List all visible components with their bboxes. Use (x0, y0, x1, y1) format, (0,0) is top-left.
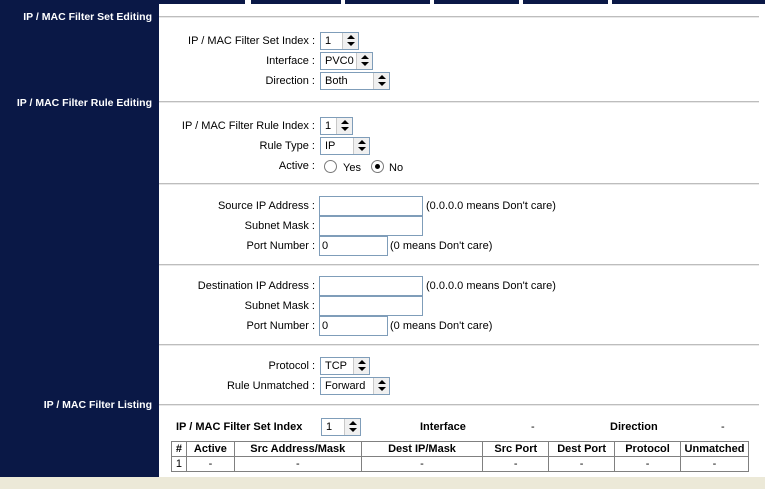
spinner-icon (353, 358, 369, 374)
table-cell: 1 (172, 457, 187, 472)
top-tab-2 (251, 0, 341, 4)
spinner-icon (353, 138, 369, 154)
section-title-listing: IP / MAC Filter Listing (43, 399, 152, 411)
top-tab-4 (434, 0, 519, 4)
active-yes-radio[interactable] (324, 160, 337, 173)
top-tab-3 (345, 0, 430, 4)
dest-ip-note: (0.0.0.0 means Don't care) (426, 280, 556, 292)
col-header: Src Port (483, 442, 549, 457)
listing-set-index-value: 1 (326, 421, 333, 433)
rule-type-select[interactable] (320, 137, 370, 155)
col-header: Unmatched (680, 442, 748, 457)
active-label: Active : (278, 160, 315, 172)
interface-select[interactable] (320, 52, 373, 70)
rule-index-select[interactable] (320, 117, 353, 135)
dest-port-label: Port Number : (246, 320, 315, 332)
set-index-label: IP / MAC Filter Set Index : (188, 35, 315, 47)
divider (159, 404, 759, 406)
col-header: # (172, 442, 187, 457)
active-no-radio[interactable] (371, 160, 384, 173)
col-header: Src Address/Mask (234, 442, 361, 457)
spinner-icon (356, 53, 372, 69)
filter-listing-table (171, 441, 749, 472)
spinner-icon (344, 419, 360, 435)
rule-type-label: Rule Type : (259, 140, 315, 152)
rule-unmatched-value: Forward (325, 380, 366, 392)
rule-unmatched-select[interactable] (320, 377, 390, 395)
dest-port-note: (0 means Don't care) (390, 320, 493, 332)
interface-label: Interface : (266, 55, 315, 67)
dest-mask-input[interactable] (319, 296, 423, 316)
source-mask-label: Subnet Mask : (244, 220, 315, 232)
window-footer (0, 477, 765, 489)
table-cell: - (615, 457, 681, 472)
divider (159, 16, 759, 18)
source-ip-label: Source IP Address : (217, 200, 315, 212)
active-yes-label: Yes (343, 162, 361, 174)
listing-direction-label: Direction (610, 421, 658, 433)
col-header: Protocol (615, 442, 681, 457)
table-cell: - (186, 457, 234, 472)
source-mask-input[interactable] (319, 216, 423, 236)
source-port-note: (0 means Don't care) (390, 240, 493, 252)
table-cell: - (483, 457, 549, 472)
table-cell: - (234, 457, 361, 472)
dest-ip-label: Destination IP Address : (197, 280, 315, 292)
divider (159, 344, 759, 346)
source-port-input[interactable] (319, 236, 388, 256)
listing-set-index-select[interactable] (321, 418, 361, 436)
listing-interface-label: Interface (420, 421, 466, 433)
direction-label: Direction : (265, 75, 315, 87)
listing-set-index-label: IP / MAC Filter Set Index (176, 421, 303, 433)
active-no-label: No (389, 162, 404, 174)
divider (159, 264, 759, 266)
protocol-label: Protocol : (268, 360, 315, 372)
rule-index-value: 1 (325, 120, 332, 132)
spinner-icon (373, 378, 389, 394)
rule-unmatched-label: Rule Unmatched : (226, 380, 315, 392)
table-cell: - (680, 457, 748, 472)
table-cell: - (361, 457, 483, 472)
protocol-value: TCP (325, 360, 347, 372)
table-header-row (172, 442, 749, 457)
spinner-icon (336, 118, 352, 134)
divider (159, 101, 759, 103)
section-title-rule-editing: IP / MAC Filter Rule Editing (16, 97, 152, 109)
source-ip-note: (0.0.0.0 means Don't care) (426, 200, 556, 212)
direction-value: Both (325, 75, 348, 87)
set-index-value: 1 (325, 35, 332, 47)
listing-direction-value: - (721, 421, 725, 433)
table-cell: - (549, 457, 615, 472)
top-tab-5 (523, 0, 608, 4)
dest-port-input[interactable] (319, 316, 388, 336)
top-tab-6 (612, 0, 765, 4)
col-header: Active (186, 442, 234, 457)
table-row (172, 457, 749, 472)
divider (159, 183, 759, 185)
spinner-icon (373, 73, 389, 89)
direction-select[interactable] (320, 72, 390, 90)
source-port-label: Port Number : (246, 240, 315, 252)
spinner-icon (342, 33, 358, 49)
rule-index-label: IP / MAC Filter Rule Index : (181, 120, 315, 132)
interface-value: PVC0 (325, 55, 354, 67)
source-ip-input[interactable] (319, 196, 423, 216)
section-title-set-editing: IP / MAC Filter Set Editing (23, 11, 152, 23)
col-header: Dest IP/Mask (361, 442, 483, 457)
dest-mask-label: Subnet Mask : (244, 300, 315, 312)
rule-type-value: IP (325, 140, 336, 152)
protocol-select[interactable] (320, 357, 370, 375)
set-index-select[interactable] (320, 32, 359, 50)
dest-ip-input[interactable] (319, 276, 423, 296)
listing-interface-value: - (531, 421, 535, 433)
col-header: Dest Port (549, 442, 615, 457)
